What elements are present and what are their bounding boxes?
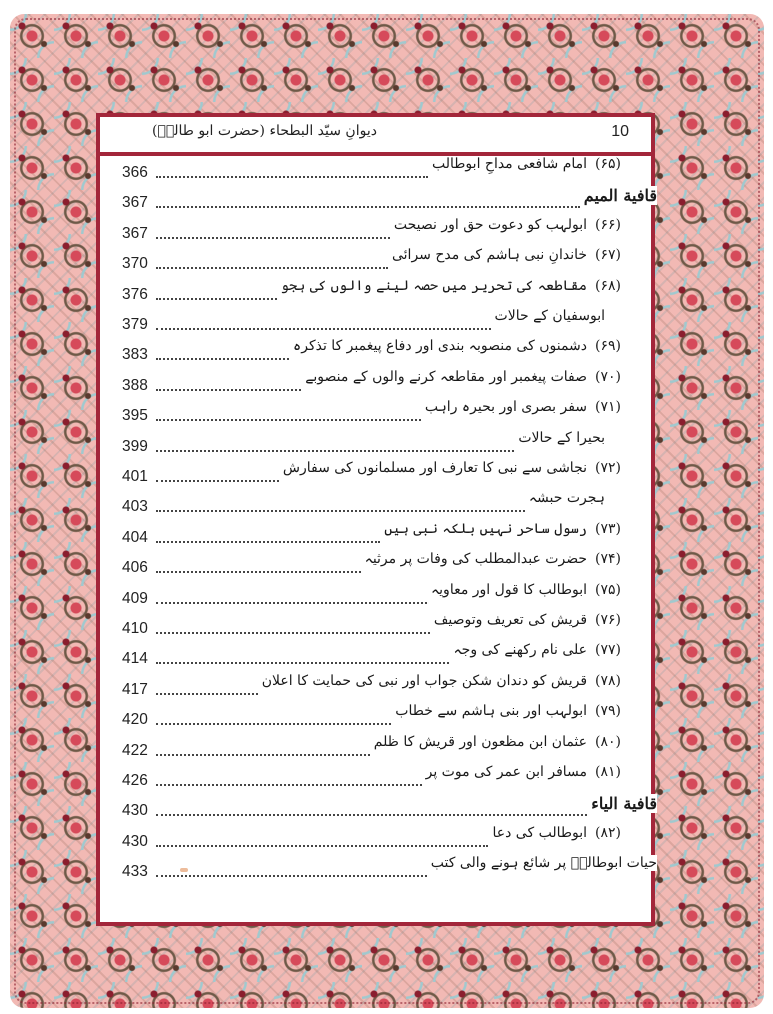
toc-entry-title	[370, 734, 621, 750]
toc-entry-title	[421, 399, 621, 415]
dot-leader	[156, 541, 380, 543]
toc-page-number: 376	[122, 285, 148, 303]
toc-page-number: 430	[122, 802, 148, 820]
toc-entry-title	[258, 673, 621, 689]
toc-entry-title	[301, 369, 621, 385]
dot-leader	[156, 510, 525, 512]
toc-entry-text: مسافر ابن عمر کی موت پر	[425, 764, 588, 780]
toc-entry-number: (۷۶)	[595, 612, 621, 628]
toc-entry-title	[587, 794, 657, 813]
toc-page-number: 420	[122, 711, 148, 729]
toc-row	[100, 642, 651, 668]
toc-page-number: 426	[122, 772, 148, 789]
toc-entry-title	[525, 490, 605, 506]
page-header	[100, 117, 651, 156]
toc-page-number: 433	[122, 863, 148, 881]
dot-leader	[156, 419, 421, 421]
toc-entry-number: (۷۱)	[595, 399, 621, 416]
toc-page-number: 404	[122, 528, 148, 546]
toc-page-number: 379	[122, 316, 148, 333]
toc-row	[100, 338, 651, 364]
toc-entry-number: (۷۵)	[595, 581, 621, 598]
toc-row	[100, 673, 651, 699]
toc-entry-number: (۶۸)	[595, 277, 621, 294]
toc-entry-title	[422, 764, 621, 780]
toc-entry-text: دشمنوں کی منصوبہ بندی اور دفاع پیغمبر کا تذکرہ	[293, 338, 588, 355]
toc-entry-text: بحیرا کے حالات	[518, 429, 605, 446]
toc-entry-number: (۸۰)	[595, 733, 621, 750]
toc-page-number: 409	[122, 589, 148, 607]
toc-row	[100, 764, 651, 790]
toc-entry-number: (۷۸)	[595, 672, 621, 689]
toc-entry-text: عثمان ابن مظعون اور قریش کا ظلم	[373, 733, 588, 750]
dot-leader	[156, 875, 427, 877]
toc-entry-text: امام شافعی مداحِ ابوطالب	[432, 156, 588, 172]
toc-entry-text: حضرت عبدالمطلب کی وفات پر مرثیہ	[364, 551, 588, 568]
toc-entry-text: ابوطالب کی دعا	[492, 824, 588, 841]
dot-leader	[156, 389, 301, 391]
toc-entry-text: قافیة المیم	[583, 186, 657, 206]
dot-leader	[156, 723, 391, 725]
toc-entry-title	[427, 855, 657, 871]
dot-leader	[156, 176, 428, 178]
toc-entry-number: (۷۳)	[595, 520, 621, 537]
toc-entry-title	[289, 338, 621, 354]
toc-entry-title	[277, 278, 621, 294]
print-smudge	[180, 868, 188, 872]
toc-entry-title	[380, 521, 621, 537]
toc-entry-title	[491, 308, 605, 324]
toc-entry-text: مقاطعہ کی تحریر میں حصہ لینے والوں کی ہجو	[280, 277, 588, 294]
toc-row	[100, 247, 651, 273]
toc-entry-title	[427, 582, 621, 598]
toc-page-number: 401	[122, 468, 148, 485]
toc-page-number: 430	[122, 832, 148, 850]
toc-entry-text: ابولہب اور بنی ہاشم سے خطاب	[395, 703, 588, 720]
dot-leader	[156, 358, 289, 360]
toc-entry-number: (۷۷)	[595, 642, 621, 659]
dot-leader	[156, 814, 587, 816]
toc-entry-number: (۶۷)	[595, 247, 621, 264]
dot-leader	[156, 206, 580, 208]
dot-leader	[156, 602, 427, 604]
toc-entry-text: حیات ابوطالبؑ پر شائع ہونے والی کتب	[430, 855, 657, 872]
toc-entry-title	[430, 612, 621, 628]
toc-entry-title	[428, 156, 621, 172]
toc-row	[100, 156, 651, 182]
dot-leader	[156, 571, 361, 573]
toc-page-number: 367	[122, 194, 148, 212]
toc-entry-number: (۷۲)	[595, 460, 621, 476]
toc-row	[100, 399, 651, 425]
toc-row	[100, 551, 651, 577]
toc-entry-title	[514, 430, 605, 446]
toc-entry-text: ہجرت حبشہ	[528, 490, 605, 507]
toc-entry-text: صفات پیغمبر اور مقاطعہ کرنے والوں کے منصوبے	[305, 368, 588, 385]
toc-entry-title	[488, 825, 621, 841]
dot-leader	[156, 237, 390, 239]
toc-entry-number: (۷۴)	[595, 551, 621, 568]
toc-row	[100, 490, 651, 516]
dot-leader	[156, 662, 449, 664]
dot-leader	[156, 298, 277, 300]
toc-entry-number: (۷۹)	[595, 703, 621, 720]
toc-page-number: 383	[122, 346, 148, 364]
toc-entry-text: ابولہب کو دعوت حق اور نصیحت	[393, 216, 588, 233]
toc-page-number: 410	[122, 620, 148, 637]
dot-leader	[156, 693, 258, 695]
running-title: دیوانِ سیّد البطحاء (حضرت ابو طالبؑ)	[152, 123, 377, 139]
toc-page-number: 417	[122, 680, 148, 698]
dot-leader	[156, 754, 370, 756]
toc-entry-number: (۶۹)	[595, 338, 621, 355]
toc-page-number: 406	[122, 559, 148, 577]
toc-entry-number: (۶۶)	[595, 216, 621, 233]
toc-entry-number: (۸۲)	[595, 824, 621, 841]
page-panel	[96, 113, 655, 926]
toc-entry-text: ابوطالب کا قول اور معاویہ	[430, 581, 588, 598]
dot-leader	[156, 845, 488, 847]
toc-entry-text: رسول ساحر نہیں بلکہ نبی ہیں	[384, 520, 588, 537]
toc-row	[100, 582, 651, 608]
toc-entry-text: علی نام رکھنے کی وجہ	[453, 642, 588, 659]
toc-row	[100, 521, 651, 547]
toc-entry-text: قریش کو دندان شکن جواب اور نبی کی حمایت کا اعلان	[261, 672, 588, 689]
toc-row	[100, 278, 651, 304]
toc-row	[100, 825, 651, 851]
toc-page-number: 395	[122, 407, 148, 425]
toc-page-number: 366	[122, 164, 148, 181]
toc-row	[100, 703, 651, 729]
toc-row	[100, 186, 657, 212]
toc-entry-text: قافیة الیاء	[591, 794, 657, 814]
dot-leader	[156, 267, 388, 269]
toc-page-number: 367	[122, 224, 148, 242]
toc-row	[100, 369, 651, 395]
dot-leader	[156, 450, 514, 452]
toc-page-number: 414	[122, 650, 148, 668]
toc-entry-text: سفر بصری اور بحیرہ راہب	[424, 399, 588, 416]
toc-entry-title	[279, 460, 621, 476]
page-number: 10	[611, 123, 629, 140]
toc-entry-title	[391, 703, 621, 719]
dot-leader	[156, 328, 491, 330]
toc-entry-number: (۷۰)	[595, 368, 621, 385]
toc-entry-number: (۸۱)	[595, 764, 621, 780]
toc-page-number: 422	[122, 741, 148, 759]
toc-entry-text: ابوسفیان کے حالات	[494, 308, 605, 324]
dot-leader	[156, 632, 430, 634]
toc-page-number: 399	[122, 437, 148, 455]
toc-row	[100, 734, 651, 760]
toc-page-number: 370	[122, 255, 148, 273]
toc-entry-title	[449, 642, 621, 658]
toc-entry-text: نجاشی سے نبی کا تعارف اور مسلمانوں کی سفارش	[282, 460, 588, 476]
toc-row	[100, 217, 651, 243]
toc-row	[100, 612, 651, 638]
toc-row	[100, 430, 651, 456]
toc-entry-text: خاندانِ نبی ہاشم کی مدح سرائی	[391, 247, 588, 264]
toc-entry-text: قریش کی تعریف وتوصیف	[433, 612, 588, 628]
toc-entry-number: (۶۵)	[595, 156, 621, 172]
toc-entry-title	[390, 217, 621, 233]
toc-row	[100, 308, 651, 334]
toc-page-number: 388	[122, 376, 148, 394]
toc-entry-title	[388, 247, 621, 263]
toc-row	[100, 794, 657, 820]
dot-leader	[156, 480, 279, 482]
toc-entry-title	[361, 551, 621, 567]
toc-entry-title	[580, 186, 657, 205]
toc-row	[100, 460, 651, 486]
toc-page-number: 403	[122, 498, 148, 516]
dot-leader	[156, 784, 422, 786]
